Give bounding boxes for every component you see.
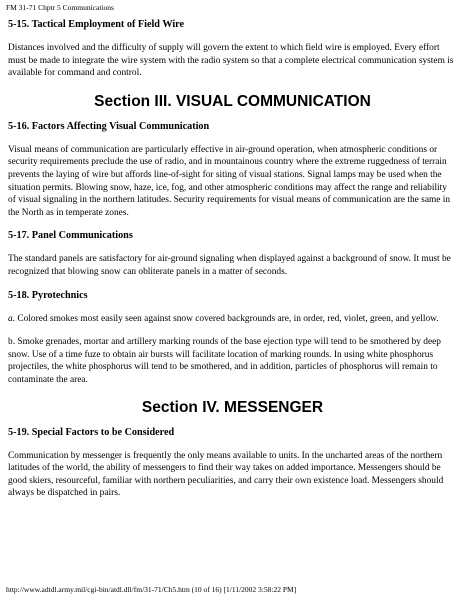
section-iv-title: Section IV. MESSENGER [141, 398, 324, 416]
paragraph-5-18-a [8, 313, 457, 326]
heading-5-19: 5-19. Special Factors to be Considered [8, 426, 175, 438]
heading-5-17: 5-17. Panel Communications [8, 230, 133, 242]
document-body [8, 19, 457, 500]
paragraph-5-17: The standard panels are satisfactory for air-ground signaling when displayed against a background of snow. It must be recognized that blowing snow can obliterate panels in a matter of seconds. [8, 254, 451, 277]
heading-5-18: 5-18. Pyrotechnics [8, 289, 88, 301]
section-iii-title: Section III. VISUAL COMMUNICATION [94, 92, 371, 110]
paragraph-5-18-b: b. Smoke grenades, mortar and artillery marking rounds of the base ejection type will tend to be smothered by deep snow. Use of a time fuze to obtain air bursts will facilitate location of marking rounds. In using white phosphorus projectiles, the white phosphorus will tend to be smothered, and in addition, particles of phosphorus will remain to contaminate the area. [8, 337, 441, 385]
page-footer: http://www.adtdl.army.mil/cgi-bin/atdl.dll/fm/31-71/Ch5.htm (10 of 16) [1/11/2002 3:58:22 PM] [6, 585, 297, 594]
paragraph-5-18-a-text: Colored smokes most easily seen against snow covered backgrounds are, in order, red, violet, green, and yellow. [15, 313, 439, 324]
paragraph-5-19: Communication by messenger is frequently the only means available to units. In the uncharted areas of the northern latitudes of the world, the ability of messengers to find their way takes on added importance. Messengers should be good skiers, resourceful, familiar with northern peculiarities, and carry their own existence load. Messengers should always be dispatched in pairs. [8, 450, 444, 499]
heading-5-16: 5-16. Factors Affecting Visual Communication [8, 120, 210, 132]
heading-5-15: 5-15. Tactical Employment of Field Wire [8, 19, 185, 30]
item-label-a: a. [8, 313, 16, 324]
page-header: FM 31-71 Chptr 5 Communications [6, 3, 114, 12]
paragraph-5-16: Visual means of communication are particularly effective in air-ground operation, when atmospheric conditions or security requirements preclude the use of radio, and in mountainous country where the extreme ruggedness of terrain prevents the laying of wire but affords line-of-sight for siting of visual stations. Signal lamps may be used when the situation permits. Blowing snow, haze, ice, fog, and other atmospheric conditions may affect the range and reliability of visual signaling in the northern latitudes. Security requirements for visual means of communication are the same in the North as in temperate zones. [8, 144, 451, 218]
paragraph-5-15: Distances involved and the difficulty of supply will govern the extent to which field wire is employed. Every effort must be made to integrate the wire system with the radio system so that a complete electrical communication system is available for command and control. [8, 43, 454, 79]
